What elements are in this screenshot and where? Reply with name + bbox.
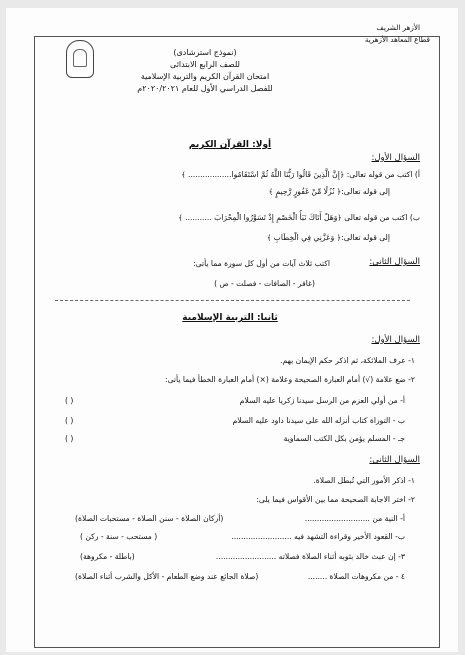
mcq-stem-4: ٤ - من مكروهات الصلاة ........: [307, 572, 405, 581]
exam-type: (نموذج استرشادى): [173, 48, 237, 57]
mcq-options-2: ( مستحب - سنة - ركن ): [80, 532, 158, 541]
tf-item-a: أ- من أولي العزم من الرسل سيدنا زكريا عليه السلام: [239, 396, 405, 405]
org-sector: قطاع المعاهد الأزهرية: [364, 35, 430, 44]
mcq-stem-1: أ- النية من ...........................: [304, 514, 405, 523]
question-1-2: ٢- ضع علامة (√) أمام العبارة الصحيحة وعلامة (×) أمام العبارة الخطأ فيما يأتى:: [165, 375, 415, 384]
mcq-options-3: (باطلة - مكروهة): [80, 552, 135, 561]
exam-subject: امتحان القرآن الكريم والتربية الإسلامية: [140, 72, 270, 81]
question-1b-end: إلى قوله تعالى:﴿ وَعَزَّنِي فِي الْخِطَابِ ﴾: [266, 233, 390, 242]
exam-grade: للصف الرابع الابتدائى: [170, 60, 240, 69]
mcq-stem-2: ب- القعود الأخير وقراءة التشهد فيه .........................: [231, 532, 405, 541]
surah-options: (غافر - الصافات - فصلت - ص ): [214, 279, 315, 288]
tf-answer-a[interactable]: ( ): [65, 396, 74, 405]
question-2-text: اكتب ثلاث آيات من أول كل سورة مما يأتى:: [193, 259, 330, 268]
question-2-2: ٢- اختر الاجابة الصحيحة مما بين الأقواس فيما يلى:: [256, 495, 415, 504]
question-1-1: ١- عرف الملائكة، ثم اذكر حكم الإيمان بهم.: [280, 356, 415, 365]
exam-term: للفصل الدراسي الأول للعام ٢٠٢٠/٢٠٢١م: [137, 84, 273, 93]
mcq-stem-3: ٣- إن عبث خالد بثوبه أثناء الصلاة فصلاته .........................: [215, 552, 405, 561]
org-name: الأزهر الشريف: [376, 23, 420, 32]
question-2-1: ١- اذكر الأمور التي تُبطل الصلاة.: [313, 476, 415, 485]
question-1a-end: إلى قوله تعالى:﴿ نُزُلًا مِّنْ غَفُورٍ رَّحِيمٍ ﴾: [268, 187, 390, 196]
mcq-options-1: (أركان الصلاة - سنن الصلاة - مستحبات الصلاة): [75, 514, 224, 523]
mcq-options-4: (صلاة الجائع عند وضع الطعام - الأكل والشرب أثناء الصلاة): [75, 572, 259, 581]
question-1-label: السؤال الأول:: [371, 153, 420, 163]
tf-item-b: ب - التوراة كتاب أنزله الله على سيدنا داود عليه السلام: [232, 416, 405, 425]
tf-answer-c[interactable]: ( ): [65, 434, 74, 443]
tf-item-c: جـ - المسلم يؤمن بكل الكتب السماوية: [283, 434, 405, 443]
tf-answer-b[interactable]: ( ): [65, 416, 74, 425]
question-1-label: السؤال الأول:: [371, 335, 420, 345]
question-1a: أ) اكتب من قوله تعالى: ﴿إِنَّ الَّذِينَ قَالُوا رَبُّنَا اللَّهُ ثُمَّ اسْتَقَامُوا.................. ﴾: [181, 170, 420, 179]
question-2-label: السؤال الثانى:: [369, 455, 420, 465]
question-1b: ب) اكتب من قوله تعالى ﴿وَهَلْ أَتَاكَ نَبَأُ الْخَصْمِ إِذْ تَسَوَّرُوا الْمِحْرَابَ ........... ﴾: [178, 213, 420, 222]
section-heading-islamic: ثانيا: التربية الإسلامية: [182, 313, 278, 323]
section-divider: [55, 300, 410, 301]
azhar-logo-icon: [66, 40, 94, 78]
question-2-label: السؤال الثانى:: [369, 257, 420, 267]
section-heading-quran: أولا: القرآن الكريم: [188, 140, 272, 150]
